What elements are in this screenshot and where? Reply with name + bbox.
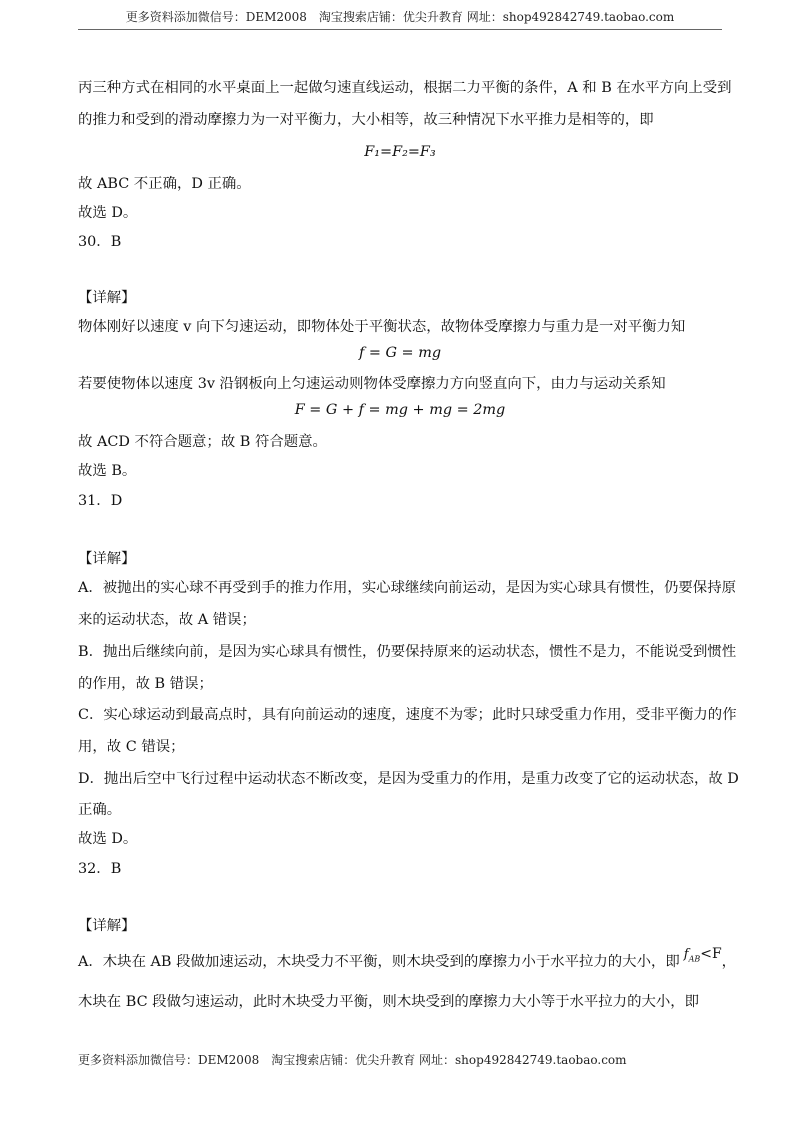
page-footer: 更多资料添加微信号：DEM2008 淘宝搜索店铺：优尖升教育 网址：shop492842749.taobao.com: [78, 1053, 627, 1067]
text-line: 正确。: [78, 802, 122, 818]
text-line: B．抛出后继续向前，是因为实心球具有惯性，仍要保持原来的运动状态，惯性不是力，不能说受到惯性: [78, 644, 737, 660]
inline-formula: [684, 947, 722, 962]
text-line: 木块在 BC 段做匀速运动，此时木块受力平衡，则木块受到的摩擦力大小等于水平拉力的大小，即: [78, 994, 700, 1010]
text-line: 的作用，故 B 错误；: [78, 676, 213, 692]
page-header: 更多资料添加微信号：DEM2008 淘宝搜索店铺：优尖升教育 网址：shop492842749.taobao.com: [125, 10, 675, 24]
text-line: 故选 D。: [78, 205, 138, 221]
text-segment: ，: [721, 954, 737, 970]
formula-rest: <F: [700, 946, 722, 962]
text-line: 来的运动状态，故 A 错误；: [78, 612, 256, 628]
explanation-heading: 【详解】: [78, 551, 136, 567]
explanation-heading: 【详解】: [78, 918, 136, 934]
text-line: 故选 B。: [78, 463, 137, 479]
explanation-heading: 【详解】: [78, 290, 136, 306]
text-line: C．实心球运动到最高点时，具有向前运动的速度，速度不为零；此时只球受重力作用，受非平衡力的作: [78, 707, 737, 723]
text-line: 的推力和受到的滑动摩擦力为一对平衡力，大小相等，故三种情况下水平推力是相等的，即: [78, 112, 654, 128]
text-line: 故 ACD 不符合题意；故 B 符合题意。: [78, 434, 327, 450]
text-line: 故选 D。: [78, 831, 138, 847]
text-line: D．抛出后空中飞行过程中运动状态不断改变，是因为受重力的作用，是重力改变了它的运动状态，故 D: [78, 771, 739, 787]
formula-symbol: f: [683, 947, 689, 962]
text-line: A．被抛出的实心球不再受到手的推力作用，实心球继续向前运动，是因为实心球具有惯性，仍要保持原: [78, 580, 736, 596]
equation-force-sum: F = G + f = mg + mg = 2mg: [294, 402, 506, 418]
equation-forces: F₁=F₂=F₃: [364, 144, 436, 160]
text-line: 用，故 C 错误；: [78, 739, 185, 755]
text-segment: A．木块在 AB 段做加速运动，木块受力不平衡，则木块受到的摩擦力小于水平拉力的大小，即: [78, 954, 680, 970]
text-line-with-formula: [78, 946, 737, 978]
formula-subscript: AB: [688, 954, 701, 964]
text-line: 物体刚好以速度 v 向下匀速运动，即物体处于平衡状态，故物体受摩擦力与重力是一对平衡力知: [78, 319, 686, 335]
answer-32: 32．B: [78, 861, 122, 877]
text-line: 若要使物体以速度 3v 沿钢板向上匀速运动则物体受摩擦力方向竖直向下，由力与运动关系知: [78, 376, 666, 392]
answer-31: 31．D: [78, 493, 123, 509]
header-rule: [78, 29, 722, 30]
text-line: 故 ABC 不正确，D 正确。: [78, 176, 251, 192]
equation-friction: f = G = mg: [358, 345, 442, 361]
answer-30: 30．B: [78, 234, 122, 250]
text-line: 丙三种方式在相同的水平桌面上一起做匀速直线运动，根据二力平衡的条件，A 和 B 在水平方向上受到: [78, 80, 732, 96]
